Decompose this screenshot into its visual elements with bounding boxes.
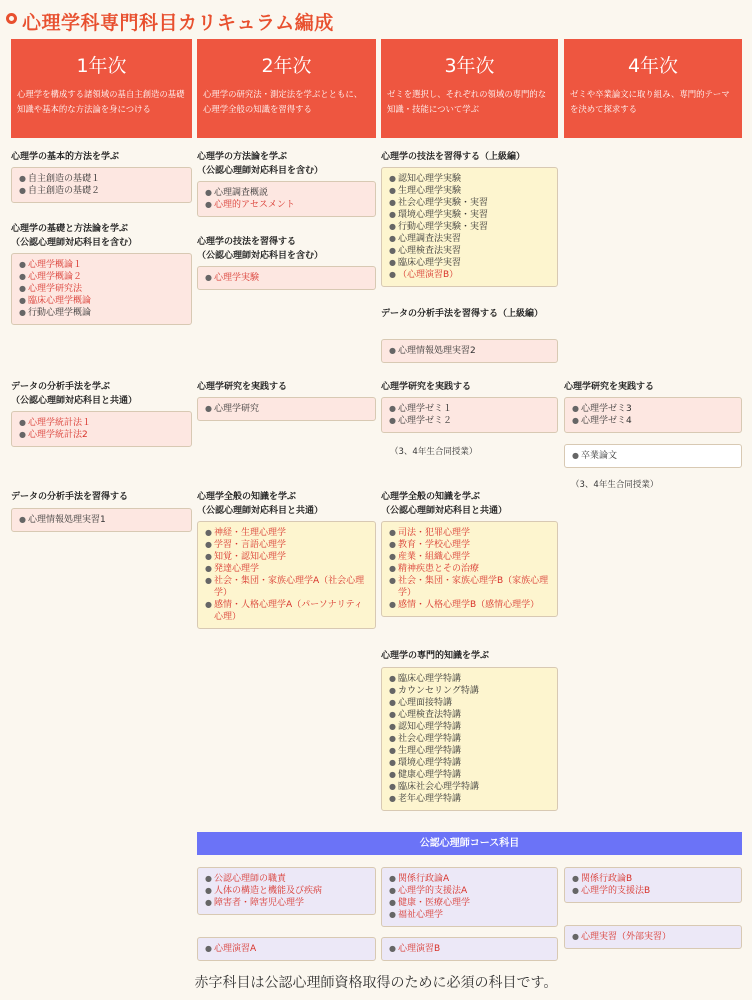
bullet-icon: ● [389, 746, 396, 755]
course-item [572, 450, 735, 462]
joint-class-note: （3、4年生合同授業） [571, 480, 659, 490]
course-box [564, 867, 742, 903]
section-title: 心理学の技法を習得する （公認心理師対応科目を含む） [197, 237, 324, 261]
course-item-label: 心理学概論２ [28, 272, 83, 282]
section-title: 心理学研究を実践する [381, 382, 472, 392]
course-item-label: 老年心理学特講 [398, 794, 462, 804]
course-item-label: 心理学研究法 [28, 284, 83, 294]
bullet-icon: ● [389, 874, 396, 883]
bullet-icon: ● [19, 186, 26, 195]
course-item-label: 感情・人格心理学B（感情心理学） [398, 600, 540, 610]
course-item [389, 709, 551, 721]
bullet-icon: ● [572, 416, 579, 425]
course-item [389, 685, 551, 697]
section-title: 心理学の方法論を学ぶ （公認心理師対応科目を含む） [197, 152, 324, 176]
section-title: データの分析手法を習得する（上級編） [381, 309, 544, 319]
course-item-label: 心理的アセスメント [214, 200, 295, 210]
course-item [389, 345, 551, 357]
course-item-label: 人体の構造と機能及び疾病 [214, 886, 323, 896]
course-item-label: 学習・言語心理学 [214, 540, 287, 550]
course-item-label: 障害者・障害児心理学 [214, 898, 305, 908]
bullet-icon: ● [389, 198, 396, 207]
course-box [381, 167, 558, 287]
course-item-label: 社会・集団・家族心理学B（家族心理学） [398, 576, 549, 598]
course-item-label: 心理学的支援法A [398, 886, 468, 896]
course-item-label: 福祉心理学 [398, 910, 444, 920]
year-label: 3年次 [444, 55, 495, 77]
course-item [389, 781, 551, 793]
course-box [11, 253, 192, 325]
course-item [389, 733, 551, 745]
course-box [564, 925, 742, 949]
bullet-icon: ● [572, 932, 579, 941]
course-item-label: 心理情報処理実習1 [28, 515, 106, 525]
section-title: 心理学の技法を習得する（上級編） [381, 152, 526, 162]
course-item-label: 社会心理学実験・実習 [398, 198, 489, 208]
course-box [197, 521, 376, 629]
circle-bullet-icon [6, 13, 17, 24]
bullet-icon: ● [572, 874, 579, 883]
course-item-label: 心理学的支援法B [581, 886, 651, 896]
year-label: 4年次 [627, 55, 679, 77]
course-item [572, 885, 735, 897]
year-header-4 [564, 39, 742, 138]
course-item-label: 心理学概論１ [28, 260, 83, 270]
bullet-icon: ● [19, 260, 26, 269]
bullet-icon: ● [205, 188, 212, 197]
course-item [389, 697, 551, 709]
section-title: 心理学の基本的方法を学ぶ [11, 152, 120, 162]
course-item [205, 873, 369, 885]
year-header-2 [197, 39, 376, 138]
course-box [381, 937, 558, 961]
course-item [389, 197, 551, 209]
bullet-icon: ● [389, 210, 396, 219]
section-title: 心理学全般の知識を学ぶ （公認心理師対応科目と共通） [197, 492, 324, 516]
bullet-icon: ● [205, 540, 212, 549]
bullet-icon: ● [205, 874, 212, 883]
section-title: 心理学の専門的知識を学ぶ [381, 651, 490, 661]
course-item-label: 関係行政論B [581, 874, 633, 884]
course-box [381, 667, 558, 811]
bullet-icon: ● [19, 284, 26, 293]
bullet-icon: ● [572, 404, 579, 413]
course-box [381, 339, 558, 363]
course-item [389, 173, 551, 185]
course-item [389, 209, 551, 221]
bullet-icon: ● [389, 782, 396, 791]
bullet-icon: ● [205, 552, 212, 561]
course-item-label: 心理情報処理実習2 [398, 346, 476, 356]
course-box [197, 937, 376, 961]
course-item-label: 公認心理師の職責 [214, 874, 287, 884]
year-header-1 [11, 39, 192, 138]
course-item-label: 心理実習（外部実習） [581, 932, 672, 942]
course-item-label: 心理調査法実習 [398, 234, 462, 244]
course-item [389, 415, 551, 427]
bullet-icon: ● [389, 234, 396, 243]
course-item [389, 527, 551, 539]
course-box [11, 411, 192, 447]
course-item-label: 行動心理学概論 [28, 308, 92, 318]
course-item-label: 司法・犯罪心理学 [398, 528, 471, 538]
course-item [19, 271, 185, 283]
course-item [205, 527, 369, 539]
joint-class-note: （3、4年生合同授業） [390, 447, 478, 457]
bullet-icon: ● [19, 418, 26, 427]
bullet-icon: ● [389, 552, 396, 561]
bullet-icon: ● [205, 528, 212, 537]
bullet-icon: ● [389, 770, 396, 779]
bullet-icon: ● [389, 246, 396, 255]
course-item [389, 745, 551, 757]
bullet-icon: ● [389, 710, 396, 719]
course-item [19, 259, 185, 271]
bullet-icon: ● [389, 734, 396, 743]
course-item-label: 心理検査法特講 [398, 710, 462, 720]
course-box [381, 397, 558, 433]
course-item-label: 心理調査概説 [214, 188, 269, 198]
course-item [389, 769, 551, 781]
course-item [19, 185, 185, 197]
section-title: データの分析手法を習得する [11, 492, 129, 502]
course-item-label: 環境心理学実験・実習 [398, 210, 489, 220]
course-item-label: 自主創造の基礎１ [28, 174, 101, 184]
bullet-icon: ● [389, 898, 396, 907]
course-item [389, 793, 551, 805]
course-item [389, 221, 551, 233]
course-item-label: 認知心理学実験 [398, 174, 462, 184]
course-box [197, 181, 376, 217]
course-item-label: 自主創造の基礎２ [28, 186, 101, 196]
course-item [389, 575, 551, 599]
course-item [205, 563, 369, 575]
course-item [389, 885, 551, 897]
thesis-box [564, 444, 742, 468]
course-item [572, 403, 735, 415]
course-item-label: 心理検査法実習 [398, 246, 462, 256]
course-item-label: 行動心理学実験・実習 [398, 222, 489, 232]
bullet-icon: ● [19, 308, 26, 317]
course-item [19, 417, 185, 429]
bullet-icon: ● [389, 270, 396, 279]
course-item [19, 514, 185, 526]
bullet-icon: ● [205, 600, 212, 609]
section-title: データの分析手法を学ぶ （公認心理師対応科目と共通） [11, 382, 138, 406]
bullet-icon: ● [205, 898, 212, 907]
bullet-icon: ● [389, 794, 396, 803]
course-item-label: 精神疾患とその治療 [398, 564, 480, 574]
course-item-label: 感情・人格心理学A（パーソナリティ心理） [214, 600, 363, 622]
course-item-label: 産業・組織心理学 [398, 552, 471, 562]
bullet-icon: ● [19, 272, 26, 281]
course-item-label: 認知心理学特講 [398, 722, 462, 732]
year-desc: ゼミや卒業論文に取り組み、専門的テーマを決めて探求する [570, 89, 730, 114]
course-item-label: 心理学研究 [214, 404, 260, 414]
course-item [389, 257, 551, 269]
bullet-icon: ● [19, 430, 26, 439]
course-item-label: 神経・生理心理学 [214, 528, 287, 538]
course-item [389, 599, 551, 611]
course-item-label: 健康心理学特講 [398, 770, 462, 780]
bullet-icon: ● [389, 674, 396, 683]
course-item [389, 909, 551, 921]
course-item-label: 臨床社会心理学特講 [398, 782, 480, 792]
course-item-label: 心理面接特講 [398, 698, 453, 708]
bullet-icon: ● [389, 346, 396, 355]
course-item [389, 897, 551, 909]
bullet-icon: ● [389, 910, 396, 919]
bullet-icon: ● [389, 944, 396, 953]
course-item [389, 721, 551, 733]
course-item-label: 知覚・認知心理学 [214, 552, 287, 562]
course-item-label: 社会心理学特講 [398, 734, 462, 744]
bullet-icon: ● [205, 886, 212, 895]
page-title-wrap [6, 6, 334, 36]
course-box [197, 266, 376, 290]
course-item-label: 心理学実験 [214, 273, 260, 283]
course-item-label: 心理学統計法１ [28, 418, 92, 428]
bullet-icon: ● [205, 576, 212, 585]
bullet-icon: ● [205, 564, 212, 573]
bullet-icon: ● [389, 416, 396, 425]
course-item [205, 885, 369, 897]
course-box [197, 397, 376, 421]
course-bar: 公認心理師コース科目 [197, 832, 742, 855]
course-item [572, 415, 735, 427]
bullet-icon: ● [205, 273, 212, 282]
course-item [205, 199, 369, 211]
course-item [205, 187, 369, 199]
course-item [389, 185, 551, 197]
section-title: 心理学全般の知識を学ぶ （公認心理師対応科目と共通） [381, 492, 508, 516]
course-item-label: 心理学ゼミ１ [398, 404, 453, 414]
course-item-label: 臨床心理学特講 [398, 674, 462, 684]
course-item-label: 臨床心理学概論 [28, 296, 92, 306]
course-item [205, 575, 369, 599]
course-item [205, 403, 369, 415]
course-item-label: 心理学ゼミ２ [398, 416, 453, 426]
course-box [11, 167, 192, 203]
course-item-label: 生理心理学特講 [398, 746, 462, 756]
course-item [389, 245, 551, 257]
bullet-icon: ● [389, 564, 396, 573]
bullet-icon: ● [389, 722, 396, 731]
course-item [389, 873, 551, 885]
course-item-label: 臨床心理学実習 [398, 258, 462, 268]
year-label: 2年次 [261, 55, 312, 77]
course-item [205, 539, 369, 551]
course-box [197, 867, 376, 915]
course-item [389, 269, 551, 281]
course-item-label: 心理学ゼミ4 [581, 416, 632, 426]
course-item-label: 心理学ゼミ3 [581, 404, 632, 414]
course-item [389, 943, 551, 955]
course-item [205, 551, 369, 563]
course-item-label: 発達心理学 [214, 564, 260, 574]
course-item [389, 539, 551, 551]
bullet-icon: ● [19, 174, 26, 183]
course-item-label: 卒業論文 [581, 451, 618, 461]
bullet-icon: ● [205, 404, 212, 413]
bullet-icon: ● [572, 451, 579, 460]
course-item-label: カウンセリング特講 [398, 686, 479, 696]
bullet-icon: ● [205, 944, 212, 953]
section-title: 心理学の基礎と方法論を学ぶ （公認心理師対応科目を含む） [11, 224, 138, 248]
course-item [205, 897, 369, 909]
bullet-icon: ● [205, 200, 212, 209]
bullet-icon: ● [389, 686, 396, 695]
course-item [389, 551, 551, 563]
course-item [205, 599, 369, 623]
course-item-label: 関係行政論A [398, 874, 450, 884]
course-item-label: 心理学統計法2 [28, 430, 88, 440]
course-item [19, 307, 185, 319]
course-item [572, 931, 735, 943]
bullet-icon: ● [572, 886, 579, 895]
course-item-label: 心理演習B [398, 944, 441, 954]
year-label: 1年次 [76, 55, 127, 77]
bullet-icon: ● [389, 186, 396, 195]
bullet-icon: ● [389, 258, 396, 267]
course-item [205, 943, 369, 955]
course-item [389, 233, 551, 245]
course-box [11, 508, 192, 532]
course-item-label: 心理演習A [214, 944, 257, 954]
course-item [19, 283, 185, 295]
course-box [564, 397, 742, 433]
bullet-icon: ● [19, 296, 26, 305]
course-item [389, 757, 551, 769]
bullet-icon: ● [389, 174, 396, 183]
course-item [389, 403, 551, 415]
page-title: 心理学科専門科目カリキュラム編成 [22, 11, 334, 34]
course-item [205, 272, 369, 284]
course-item [19, 429, 185, 441]
section-title: 心理学研究を実践する [564, 382, 655, 392]
bullet-icon: ● [389, 404, 396, 413]
course-item-label: 生理心理学実験 [398, 186, 462, 196]
course-item-label: 社会・集団・家族心理学A（社会心理学） [214, 576, 365, 598]
bullet-icon: ● [389, 758, 396, 767]
bullet-icon: ● [389, 698, 396, 707]
footer-note: 赤字科目は公認心理師資格取得のために必須の科目です。 [194, 975, 558, 991]
year-desc: ゼミを選択し、それぞれの領域の専門的な知識・技能について学ぶ [387, 89, 547, 114]
course-item [572, 873, 735, 885]
bullet-icon: ● [389, 222, 396, 231]
course-item-label: 健康・医療心理学 [398, 898, 471, 908]
course-item-label: 環境心理学特講 [398, 758, 462, 768]
bullet-icon: ● [389, 528, 396, 537]
bullet-icon: ● [389, 540, 396, 549]
course-box [381, 867, 558, 927]
course-item-label: 教育・学校心理学 [398, 540, 471, 550]
year-header-3 [381, 39, 558, 138]
bullet-icon: ● [389, 886, 396, 895]
course-item [19, 295, 185, 307]
course-box [381, 521, 558, 617]
year-desc: 心理学の研究法・測定法を学ぶとともに、心理学全般の知識を習得する [203, 89, 363, 114]
course-item [389, 673, 551, 685]
bullet-icon: ● [19, 515, 26, 524]
course-item-label: （心理演習B） [398, 270, 459, 280]
course-item [389, 563, 551, 575]
bullet-icon: ● [389, 600, 396, 609]
bullet-icon: ● [389, 576, 396, 585]
course-item [19, 173, 185, 185]
section-title: 心理学研究を実践する [197, 382, 288, 392]
year-desc: 心理学を構成する諸領域の基自主創造の基礎知識や基本的な方法論を身につける [17, 89, 185, 114]
